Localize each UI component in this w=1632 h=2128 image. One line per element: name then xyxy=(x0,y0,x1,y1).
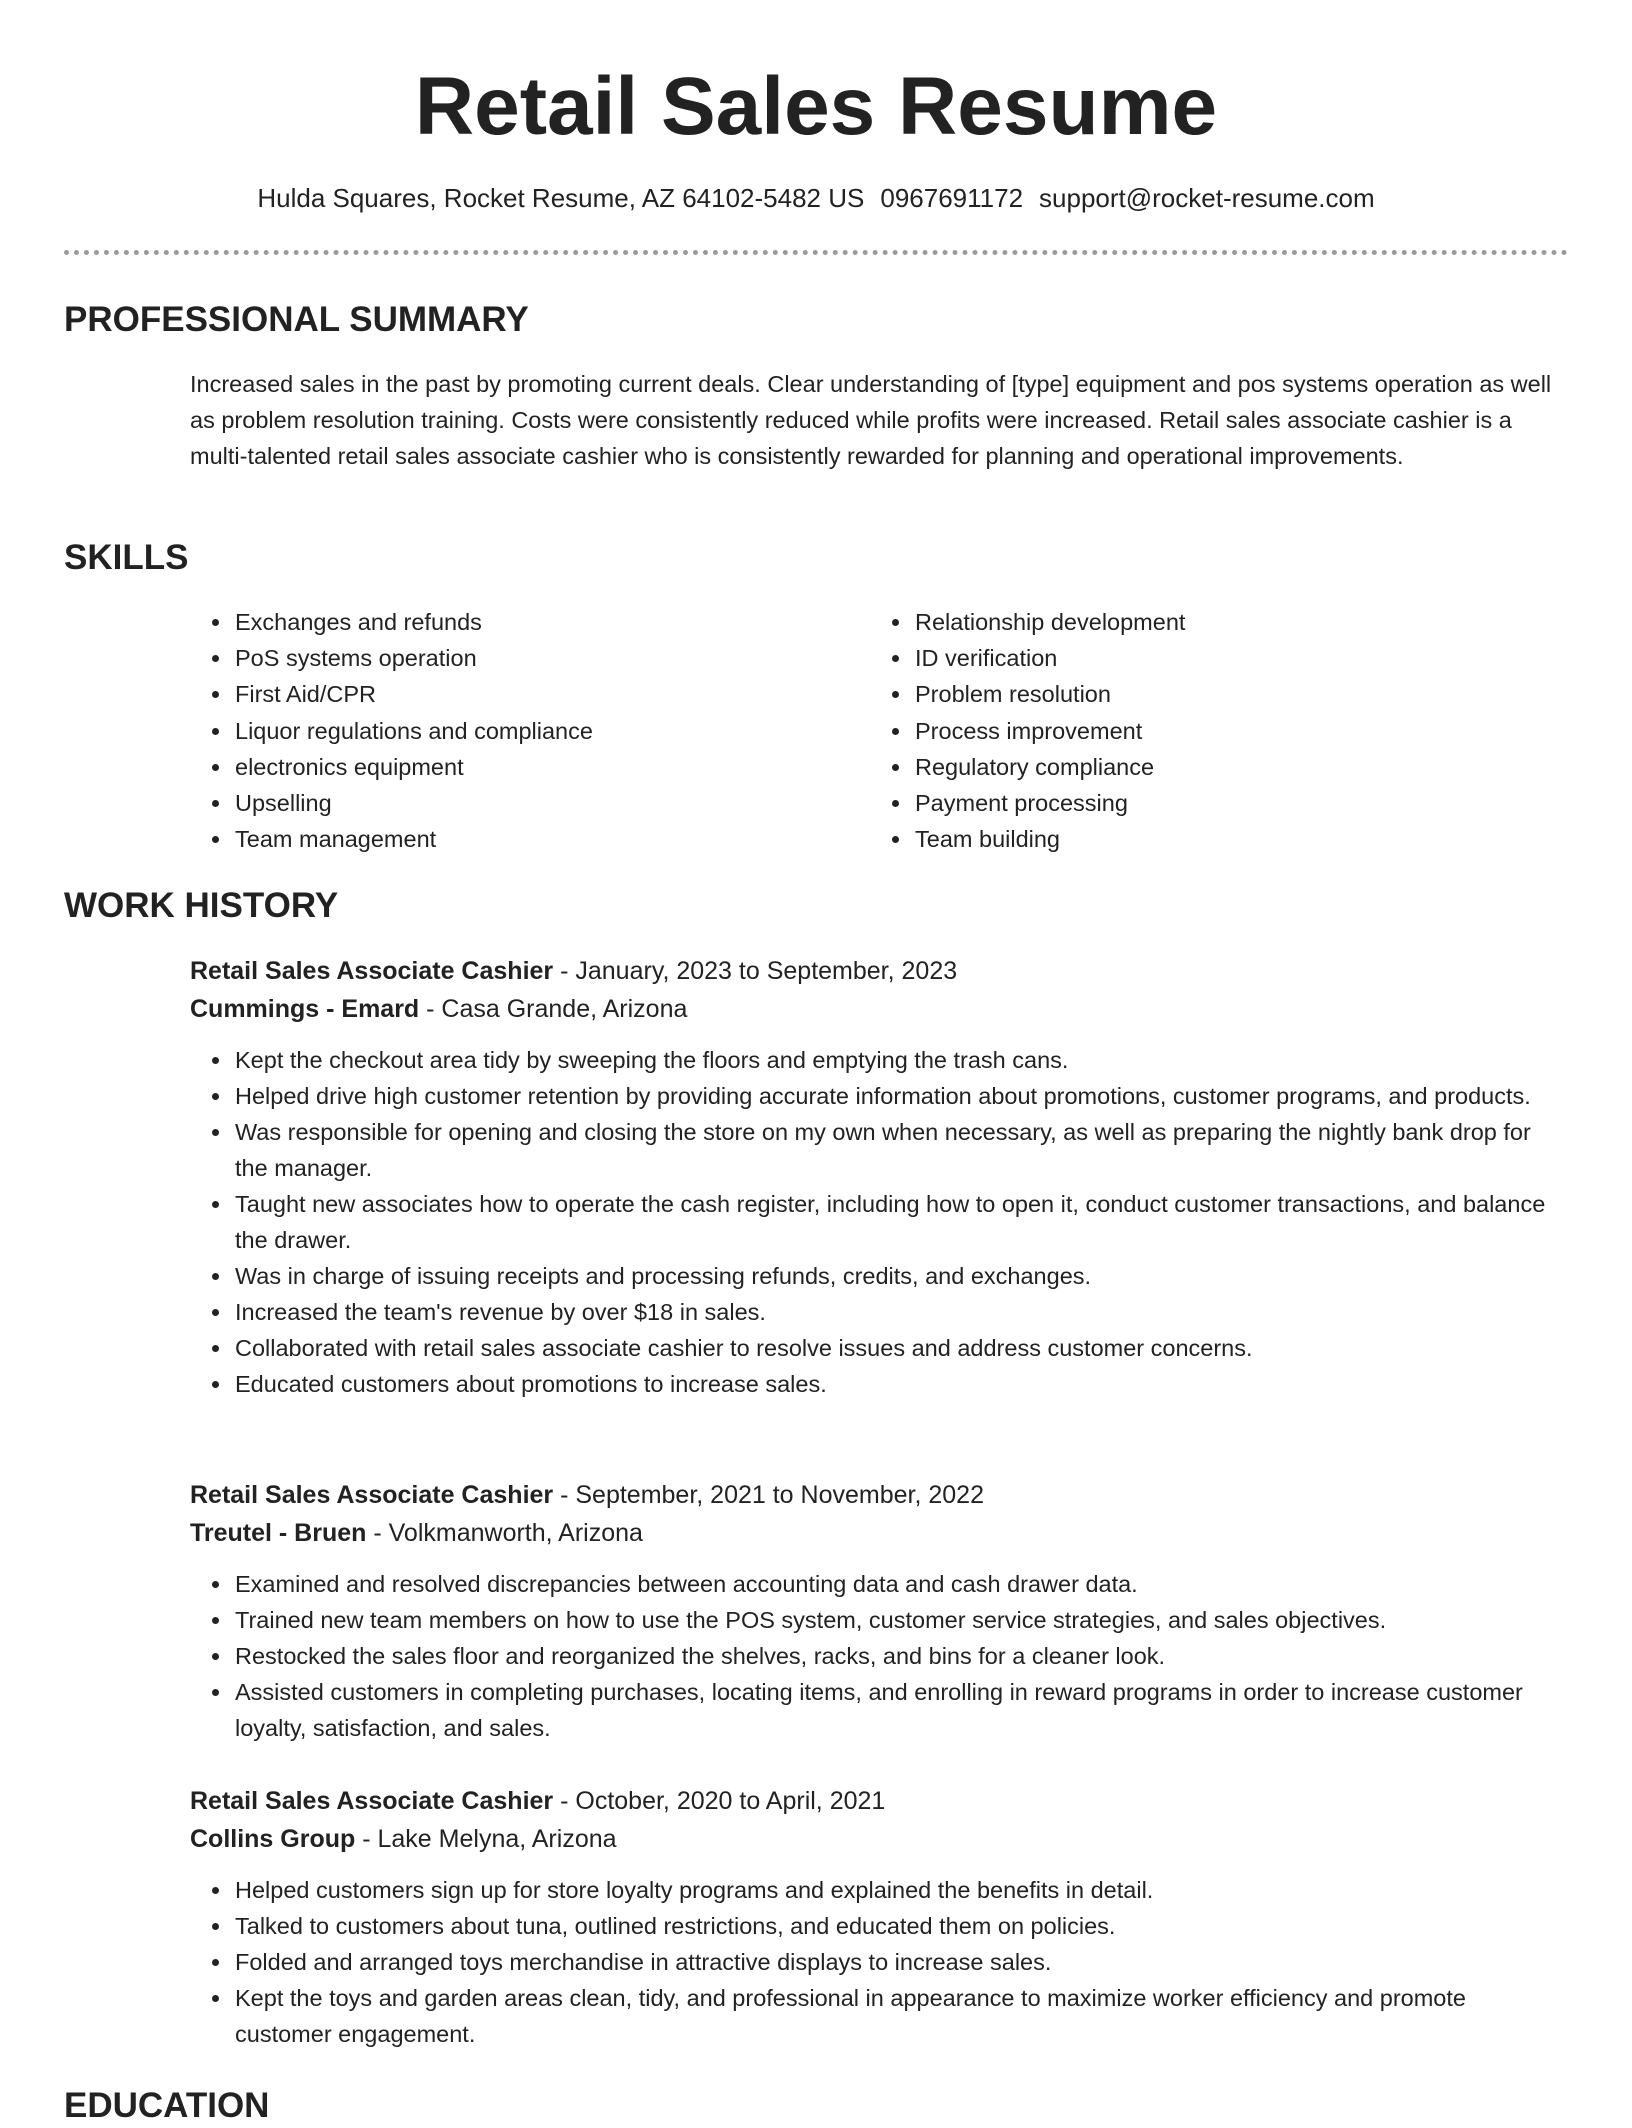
skill-item: • Liquor regulations and compliance xyxy=(233,713,863,749)
skill-item: • PoS systems operation xyxy=(233,640,863,676)
contact-address: Hulda Squares, Rocket Resume, AZ 64102-5482 US xyxy=(257,183,865,213)
skill-item: • Team management xyxy=(233,821,863,857)
skills-list-right xyxy=(870,604,1603,857)
job-bullet: • Helped customers sign up for store loyalty programs and explained the benefits in detail. xyxy=(233,1872,1568,1908)
job-entry xyxy=(190,1476,1568,1746)
job-company-line xyxy=(190,1514,1568,1552)
job-bullet: • Folded and arranged toys merchandise in attractive displays to increase sales. xyxy=(233,1944,1568,1980)
job-bullet-list xyxy=(190,1566,1568,1746)
section-title-skills: SKILLS xyxy=(64,538,189,577)
job-location: - Volkmanworth, Arizona xyxy=(366,1519,643,1547)
job-company: Collins Group xyxy=(190,1825,356,1853)
job-company-line xyxy=(190,990,1568,1028)
job-bullet: • Examined and resolved discrepancies between accounting data and cash drawer data. xyxy=(233,1566,1568,1602)
job-bullet: • Assisted customers in completing purchases, locating items, and enrolling in reward programs in order to increase customer loyalty, satisfaction, and sales. xyxy=(233,1674,1568,1746)
job-entry xyxy=(190,952,1568,1402)
job-bullet: • Was in charge of issuing receipts and processing refunds, credits, and exchanges. xyxy=(233,1258,1568,1294)
job-company-line xyxy=(190,1820,1568,1858)
section-title-summary: PROFESSIONAL SUMMARY xyxy=(64,300,529,339)
job-bullet: • Trained new team members on how to use the POS system, customer service strategies, and sales objectives. xyxy=(233,1602,1568,1638)
skill-item: • Problem resolution xyxy=(913,676,1603,712)
job-role-line xyxy=(190,1476,1568,1514)
skill-item: • Team building xyxy=(913,821,1603,857)
skill-item: • Exchanges and refunds xyxy=(233,604,863,640)
skill-item: • Relationship development xyxy=(913,604,1603,640)
job-role-line xyxy=(190,952,1568,990)
job-role: Retail Sales Associate Cashier xyxy=(190,1787,554,1815)
contact-line xyxy=(0,180,1632,216)
job-dates: - January, 2023 to September, 2023 xyxy=(553,957,958,985)
job-bullet: • Helped drive high customer retention by providing accurate information about promotions, customer programs, and products. xyxy=(233,1078,1568,1114)
job-bullet: • Kept the checkout area tidy by sweeping the floors and emptying the trash cans. xyxy=(233,1042,1568,1078)
job-bullet: • Was responsible for opening and closing the store on my own when necessary, as well as preparing the nightly bank drop for the manager. xyxy=(233,1114,1568,1186)
job-location: - Lake Melyna, Arizona xyxy=(355,1825,617,1853)
skill-item: • Upselling xyxy=(233,785,863,821)
skill-item: • Process improvement xyxy=(913,713,1603,749)
job-bullet: • Taught new associates how to operate the cash register, including how to open it, conduct customer transactions, and balance the drawer. xyxy=(233,1186,1568,1258)
contact-phone: 0967691172 xyxy=(880,183,1024,213)
job-bullet: • Talked to customers about tuna, outlined restrictions, and educated them on policies. xyxy=(233,1908,1568,1944)
skills-list-left xyxy=(190,604,863,857)
job-bullet-list xyxy=(190,1042,1568,1402)
section-title-education: EDUCATION xyxy=(64,2086,270,2125)
job-bullet: • Kept the toys and garden areas clean, tidy, and professional in appearance to maximize worker efficiency and promote customer engagement. xyxy=(233,1980,1568,2052)
skill-item: • Regulatory compliance xyxy=(913,749,1603,785)
job-entry xyxy=(190,1782,1568,2052)
job-bullet: • Educated customers about promotions to increase sales. xyxy=(233,1366,1568,1402)
job-role: Retail Sales Associate Cashier xyxy=(190,1481,554,1509)
job-bullet: • Increased the team's revenue by over $18 in sales. xyxy=(233,1294,1568,1330)
skill-item: • First Aid/CPR xyxy=(233,676,863,712)
skill-item: • Payment processing xyxy=(913,785,1603,821)
section-title-work-history: WORK HISTORY xyxy=(64,886,339,925)
summary-text: Increased sales in the past by promoting current deals. Clear understanding of [type] equipment and pos systems operation as well as problem resolution training. Costs were consistently reduced while profits were increased. Retail sales associate cashier is a multi-talented retail sales associate cashier who is consistently rewarded for planning and operational improvements. xyxy=(190,371,1552,469)
job-company: Treutel - Bruen xyxy=(190,1519,367,1547)
skill-item: • ID verification xyxy=(913,640,1603,676)
job-bullet: • Restocked the sales floor and reorganized the shelves, racks, and bins for a cleaner look. xyxy=(233,1638,1568,1674)
job-dates: - October, 2020 to April, 2021 xyxy=(553,1787,886,1815)
skill-item: • electronics equipment xyxy=(233,749,863,785)
job-company: Cummings - Emard xyxy=(190,995,420,1023)
job-role-line xyxy=(190,1782,1568,1820)
contact-email: support@rocket-resume.com xyxy=(1039,183,1375,213)
job-dates: - September, 2021 to November, 2022 xyxy=(553,1481,984,1509)
job-location: - Casa Grande, Arizona xyxy=(419,995,688,1023)
header-divider xyxy=(64,250,1568,255)
job-bullet-list xyxy=(190,1872,1568,2052)
job-bullet: • Collaborated with retail sales associate cashier to resolve issues and address customer concerns. xyxy=(233,1330,1568,1366)
job-role: Retail Sales Associate Cashier xyxy=(190,957,554,985)
resume-title: Retail Sales Resume xyxy=(414,61,1218,152)
